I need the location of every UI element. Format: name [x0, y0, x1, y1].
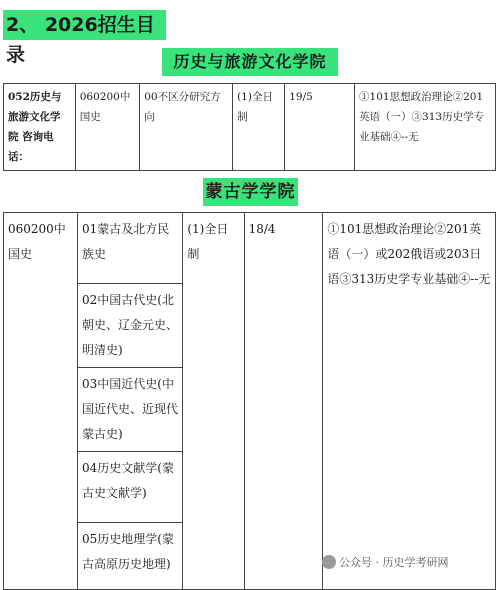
- quota-cell: 19/5: [285, 84, 355, 171]
- college-banner-mongolian-studies: 蒙古学学院: [203, 178, 298, 206]
- direction-cell: 04历史文献学(蒙古史文献学): [78, 452, 183, 523]
- exam-subjects-cell: ①101思想政治理论②201英语（一）或202俄语或203日语③313历史学专业基础④--无: [323, 213, 496, 590]
- watermark-text: 公众号 · 历史学考研网: [339, 556, 449, 569]
- wechat-icon: [322, 555, 336, 569]
- table-row: [4, 84, 496, 171]
- direction-cell: 02中国古代史(北朝史、辽金元史、明清史): [78, 284, 183, 368]
- unit-cell: 052历史与旅游文化学院 咨询电话：: [4, 84, 76, 171]
- major-cell: 060200中国史: [75, 84, 140, 171]
- direction-cell: 05历史地理学(蒙古高原历史地理): [78, 523, 183, 590]
- page-heading: 2、 2026招生目录: [3, 10, 166, 40]
- watermark: [322, 553, 492, 573]
- direction-cell: 00不区分研究方向: [140, 84, 233, 171]
- study-mode-cell: (1)全日制: [233, 84, 285, 171]
- table-row: [4, 213, 496, 284]
- quota-cell: 18/4: [244, 213, 323, 590]
- exam-subjects-cell: ①101思想政治理论②201英语（一）③313历史学专业基础④--无: [355, 84, 496, 171]
- direction-cell: 03中国近代史(中国近代史、近现代蒙古史): [78, 368, 183, 452]
- study-mode-cell: (1)全日制: [183, 213, 244, 590]
- major-cell: 060200中国史: [4, 213, 78, 590]
- catalog-table-mongolian-studies: [3, 212, 496, 590]
- catalog-table-history-tourism: [3, 83, 496, 171]
- college-banner-history-tourism: 历史与旅游文化学院: [162, 48, 338, 76]
- direction-cell: 01蒙古及北方民族史: [78, 213, 183, 284]
